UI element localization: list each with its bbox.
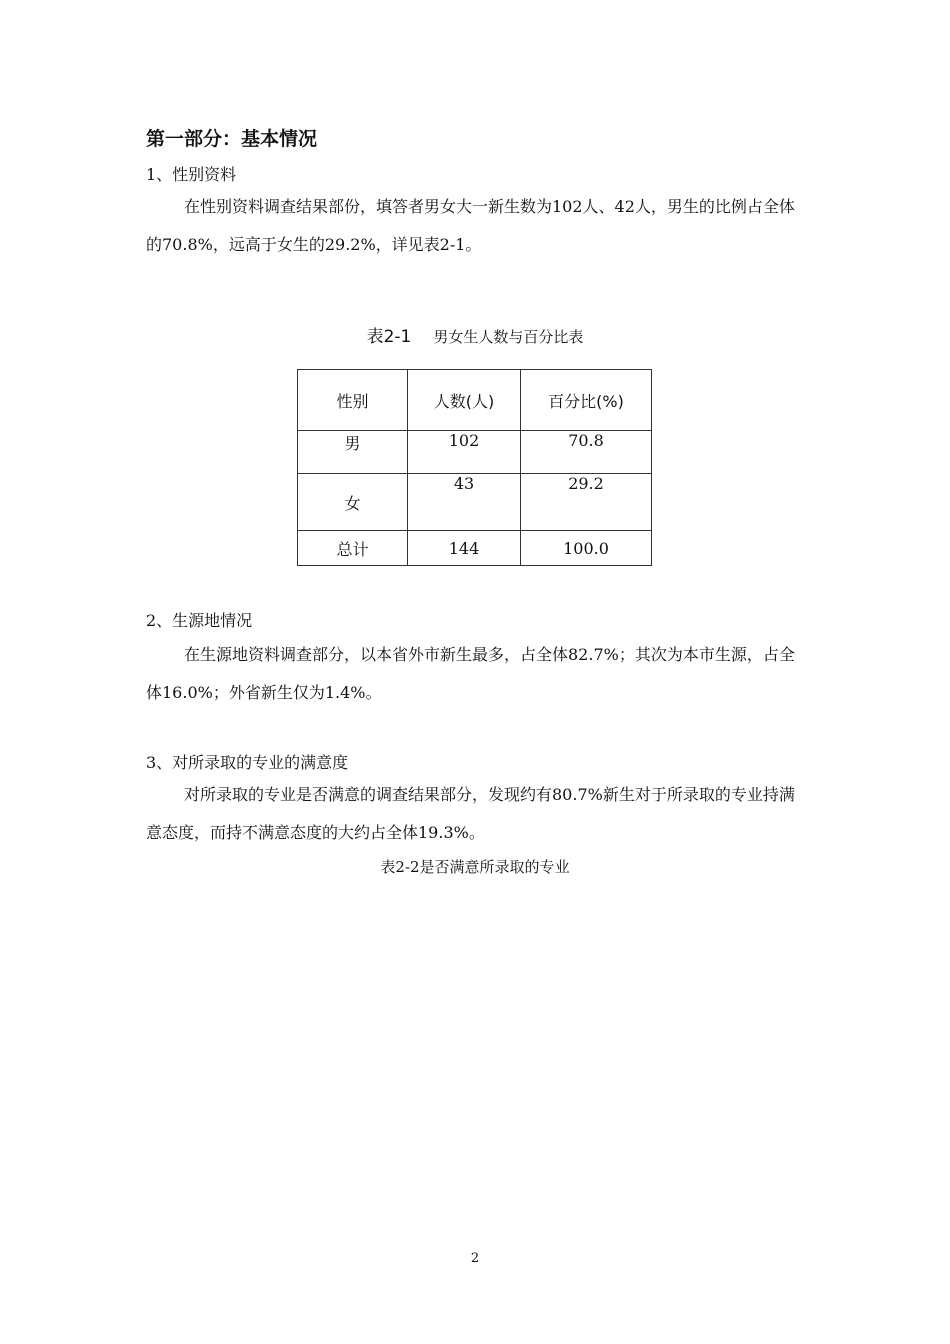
- table-2-1-caption-text: 男女生人数与百分比表: [433, 328, 584, 346]
- table-row: [298, 431, 652, 474]
- part2-paragraph: 在生源地资料调查部分，以本省外市新生最多，占全体82.7%；其次为本市生源，占全体16.0%；外省新生仅为1.4%。: [146, 645, 795, 702]
- part3-heading: 3、对所录取的专业的满意度: [146, 753, 349, 772]
- section-title: 第一部分：基本情况: [146, 128, 318, 150]
- header-cell-percent: 百分比(%): [521, 370, 652, 431]
- cell-gender: 男: [298, 431, 408, 474]
- part3-paragraph: 对所录取的专业是否满意的调查结果部分，发现约有80.7%新生对于所录取的专业持满意态度，而持不满意态度的大约占全体19.3%。: [146, 785, 795, 842]
- header-cell-gender: 性别: [298, 370, 408, 431]
- table-header-row: [298, 370, 652, 431]
- cell-percent: 100.0: [521, 531, 652, 566]
- table-2-1-caption: [0, 322, 950, 347]
- table-row: [298, 474, 652, 531]
- cell-count: 144: [408, 531, 521, 566]
- cell-count: 43: [408, 474, 521, 531]
- cell-percent: 70.8: [521, 431, 652, 474]
- page-number: 2: [470, 1251, 480, 1266]
- table-2-1-caption-label: 表2-1: [366, 327, 412, 347]
- part1-heading: 1、性别资料: [146, 165, 237, 184]
- table-row: [298, 531, 652, 566]
- table-2-2-caption: 表2-2是否满意所录取的专业: [380, 858, 570, 876]
- gender-table: [297, 369, 652, 566]
- header-cell-count: 人数(人): [408, 370, 521, 431]
- part2-heading: 2、生源地情况: [146, 611, 253, 630]
- cell-percent: 29.2: [521, 474, 652, 531]
- cell-gender: 总计: [298, 531, 408, 566]
- cell-gender: 女: [298, 474, 408, 531]
- part1-paragraph: 在性别资料调查结果部份，填答者男女大一新生数为102人、42人，男生的比例占全体的70.8%，远高于女生的29.2%，详见表2-1。: [146, 197, 795, 254]
- cell-count: 102: [408, 431, 521, 474]
